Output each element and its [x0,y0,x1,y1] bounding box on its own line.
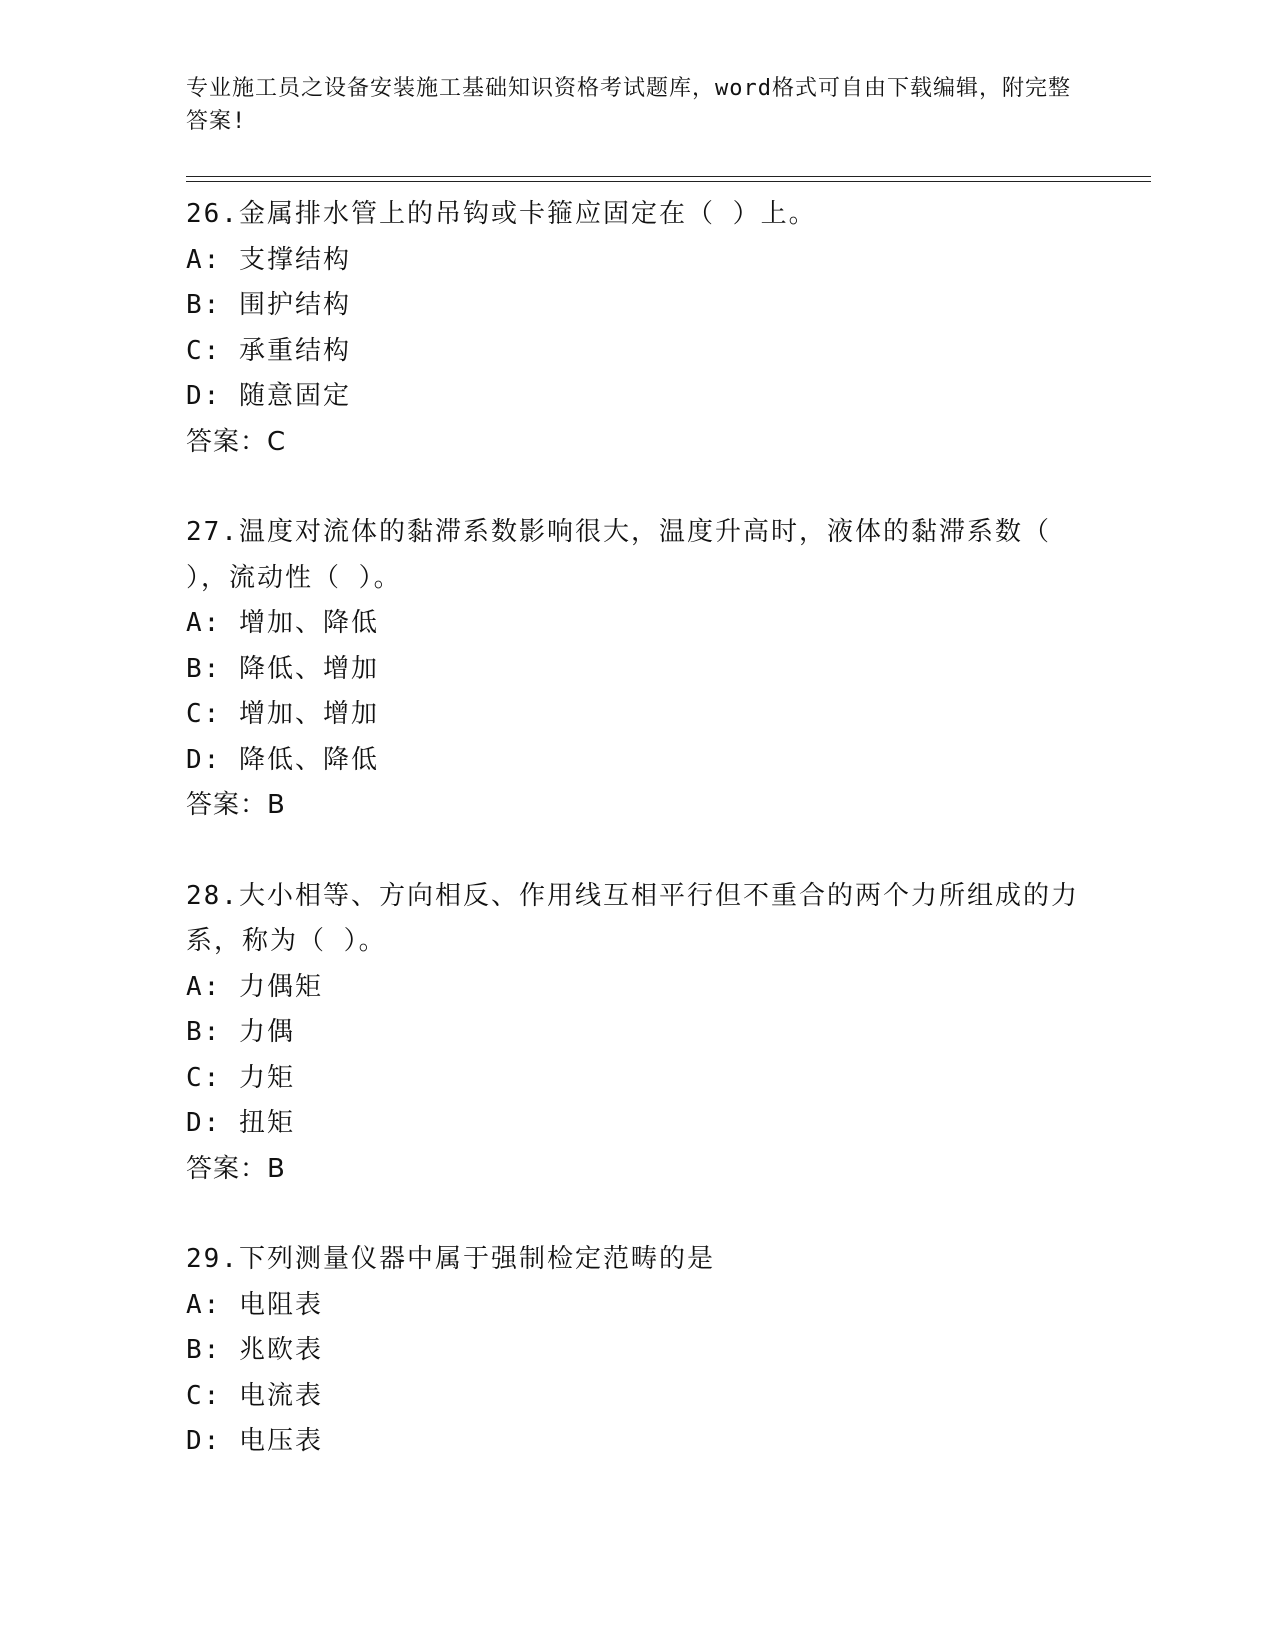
question-stem: 26.金属排水管上的吊钩或卡箍应固定在（ ）上。 [186,199,817,229]
option-c: C: 电流表 [186,1380,323,1411]
question-27 [186,510,1086,829]
header-divider-top [186,176,1151,177]
answer: 答案：B [186,1153,286,1184]
document-header: 专业施工员之设备安装施工基础知识资格考试题库，word格式可自由下载编辑，附完整答案! [186,76,1071,134]
option-d: D: 降低、降低 [186,744,379,775]
option-a: A: 增加、降低 [186,608,379,638]
option-a: A: 力偶矩 [186,971,323,1002]
question-28 [186,874,1086,1193]
question-29 [186,1237,1086,1465]
option-a: A: 支撑结构 [186,244,351,275]
option-c: C: 增加、增加 [186,699,379,729]
question-stem: 28.大小相等、方向相反、作用线互相平行但不重合的两个力所组成的力系，称为（ ）。 [186,880,1079,956]
question-stem: 27.温度对流体的黏滞系数影响很大，温度升高时，液体的黏滞系数（ ），流动性（ ）。 [186,517,1051,593]
option-b: B: 兆欧表 [186,1335,323,1365]
option-b: B: 降低、增加 [186,653,379,684]
answer: 答案：B [186,790,286,820]
header-divider-bottom [186,181,1151,182]
option-b: B: 力偶 [186,1017,295,1047]
option-a: A: 电阻表 [186,1289,323,1320]
option-c: C: 力矩 [186,1062,295,1093]
answer: 答案：C [186,426,287,457]
option-d: D: 扭矩 [186,1108,295,1138]
option-b: B: 围护结构 [186,290,351,320]
option-c: C: 承重结构 [186,335,351,366]
option-d: D: 随意固定 [186,381,351,411]
option-d: D: 电压表 [186,1426,323,1456]
question-26 [186,192,1086,465]
question-list [186,192,1086,1510]
question-stem: 29.下列测量仪器中属于强制检定范畴的是 [186,1244,715,1274]
